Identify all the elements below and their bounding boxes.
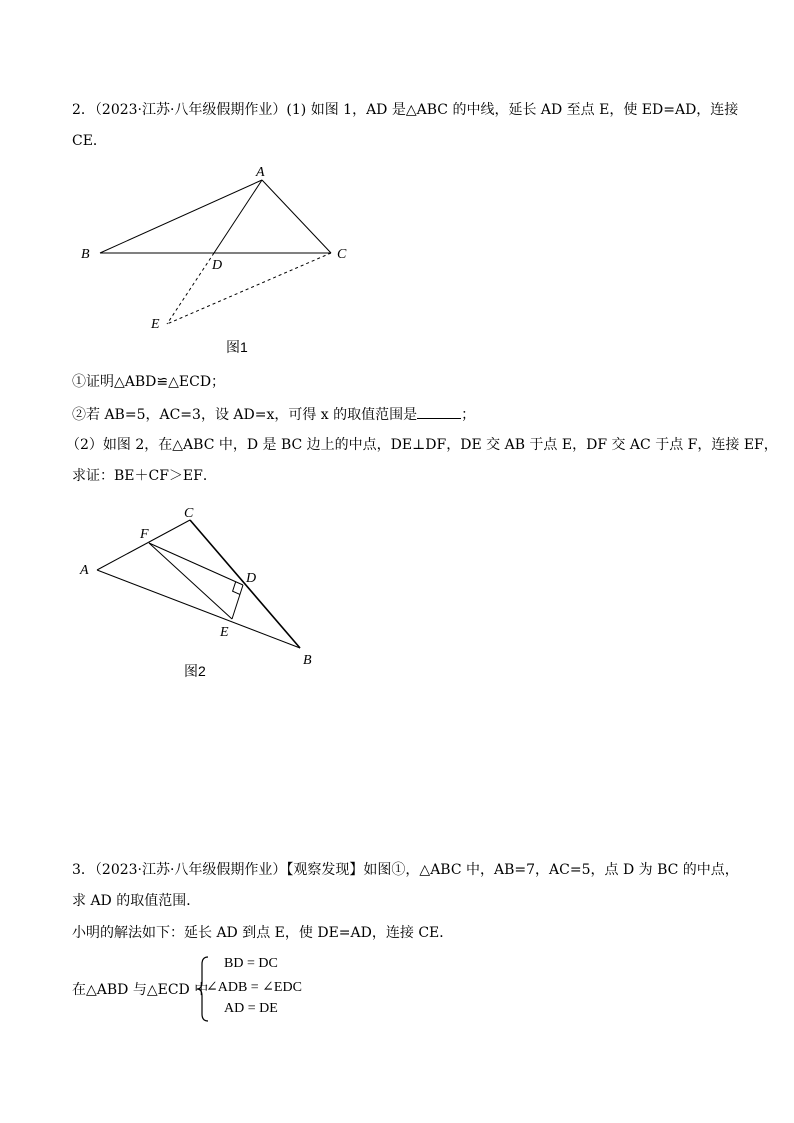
q3-solution-intro: 小明的解法如下：延长 AD 到点 E，使 DE=AD，连接 CE． [72,925,454,941]
fig2-segment-fd [149,543,243,585]
fig2-caption: 图2 [184,663,206,679]
q2-part2-text: ②若 AB=5，AC=3，设 AD=x，可得 x 的取值范围是 [72,407,418,423]
fig2-segment-cb [190,520,300,648]
fig2-label-b: B [303,653,312,668]
system-row-2: ∠ADB = ∠EDC [206,980,302,995]
fig1-label-d: D [212,258,223,273]
system-row-1: BD = DC [224,956,278,971]
q3-stem-line2: 求 AD 的取值范围． [72,893,201,909]
fig1-label-c: C [337,247,347,262]
q2-part1: ①证明△ABD≌△ECD； [72,374,226,390]
q2-stem-line2: CE． [72,133,107,149]
fig2-label-c: C [184,506,194,521]
fig2-segment-de [232,585,243,619]
fig2-label-d: D [246,571,257,586]
fig2-label-a: A [80,563,89,578]
fig1-label-b: B [81,247,90,262]
q2-part2-end: ； [461,407,476,423]
q3-stem-line1: 3．（2023·江苏·八年级假期作业）【观察发现】如图①，△ABC 中，AB=7，AC=5，点 D 为 BC 的中点， [72,862,739,878]
fig2-segment-ab [97,570,300,648]
system-row-3: AD = DE [224,1001,278,1016]
congruence-system [72,954,332,1024]
fig2-label-f: F [140,527,149,542]
fig1-caption: 图1 [226,339,248,355]
q2-part3-line2: 求证：BE＋CF＞EF． [72,468,217,484]
system-prefix: 在△ABD 与△ECD 中 [72,982,209,998]
fig1-label-a: A [256,165,265,180]
fig2-label-e: E [220,625,229,640]
q2-part3-line1: （2）如图 2，在△ABC 中，D 是 BC 边上的中点，DE⊥DF，DE 交 AB 于点 E，DF 交 AC 于点 F，连接 EF， [66,437,778,453]
q2-stem-line1: 2．（2023·江苏·八年级假期作业）(1) 如图 1，AD 是△ABC 的中线，延长 AD 至点 E，使 ED=AD，连接 [72,102,739,118]
fig1-label-e: E [151,317,160,332]
